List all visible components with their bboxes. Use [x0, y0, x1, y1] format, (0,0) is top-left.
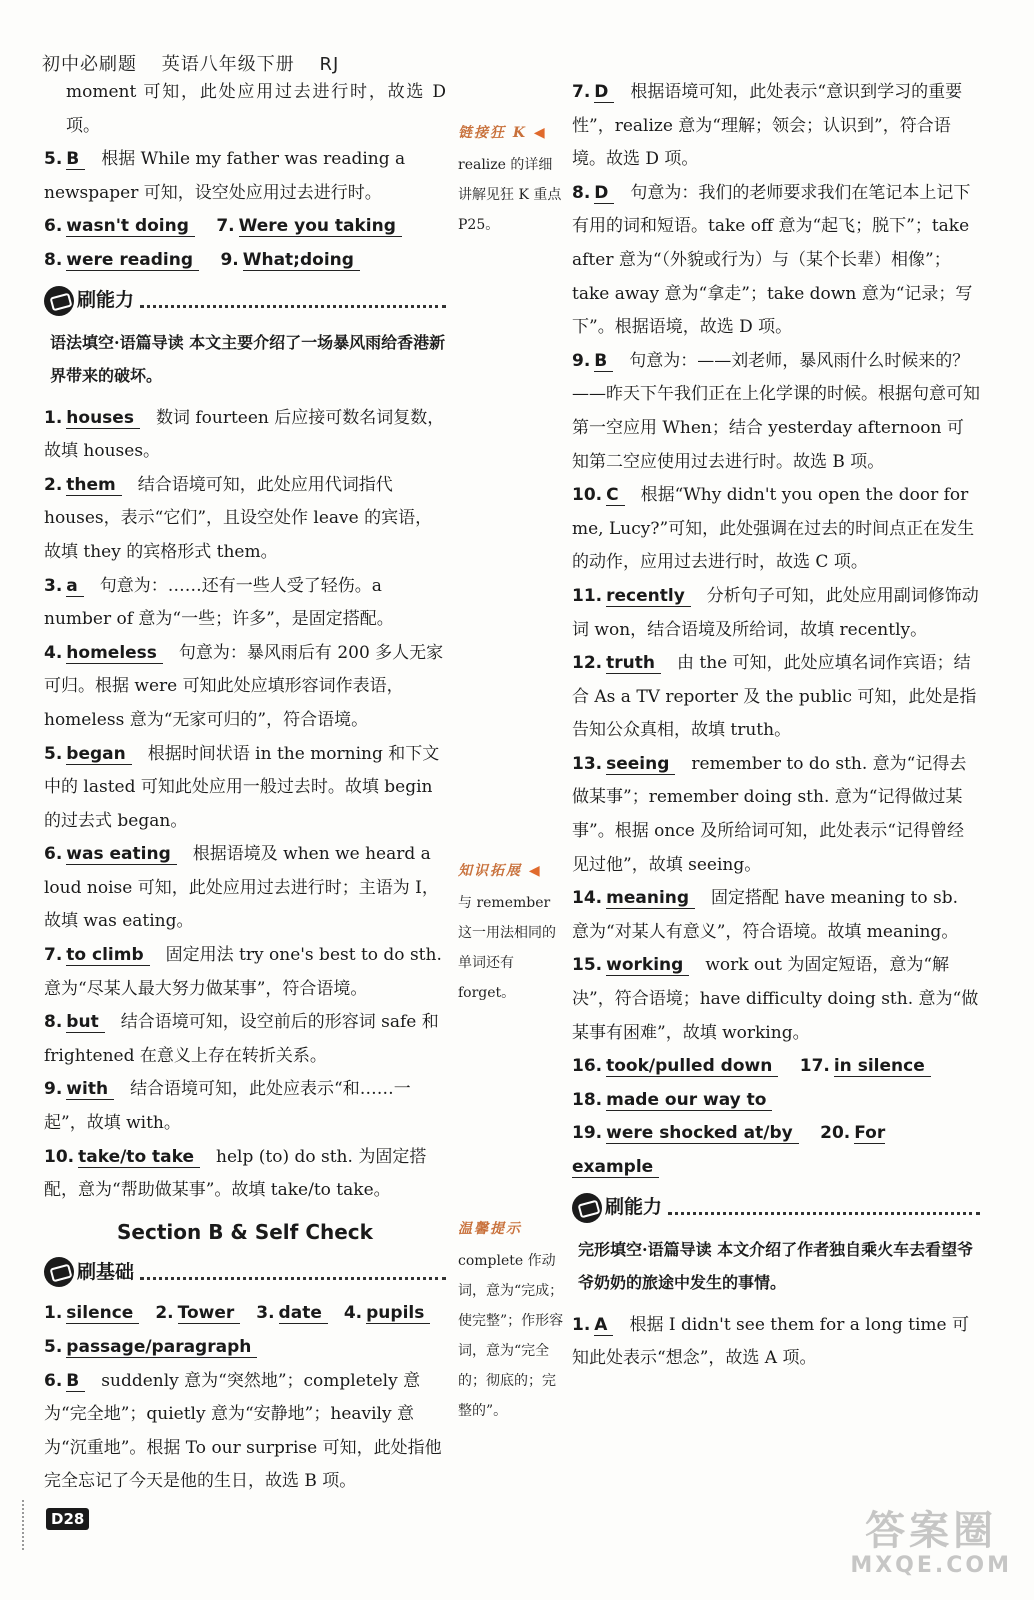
answer-item — [572, 647, 980, 748]
item-number: 7. — [44, 945, 63, 966]
item-answer: Tower — [178, 1303, 241, 1324]
item-answer: meaning — [606, 888, 695, 909]
item-answer: homeless — [66, 643, 163, 664]
item-number: 8. — [44, 1012, 63, 1033]
item-number: 10. — [44, 1146, 75, 1167]
answer-item — [572, 580, 980, 647]
item-number: 18. — [572, 1089, 603, 1110]
item-explanation: 数词 fourteen 后应接可数名词复数，故填 houses。 — [44, 407, 445, 462]
item-answer: with — [66, 1079, 114, 1100]
banner-badge — [44, 1256, 134, 1290]
watermark-url: MXQE.COM — [850, 1553, 1012, 1578]
item-answer: seeing — [606, 754, 675, 775]
answer-item — [572, 76, 980, 177]
item-explanation: suddenly 意为“突然地”；completely 意为“完全地”；quietly 意为“安静地”；heavily 意为“沉重地”。根据 To our surprise 可知，此处指他完全忘记了今天是他的生日，故选 B 项。 — [44, 1370, 442, 1492]
side-note-link — [458, 118, 566, 240]
dotted-divider — [140, 293, 446, 308]
note-text: 与 remember 这一用法相同的单词还有 forget。 — [458, 895, 556, 1001]
item-explanation: remember to do sth. 意为“记得去做某事”；remember doing sth. 意为“记得做过某事”。根据 once 及所给词可知，此处表示“记得曾经见过他”，故填 seeing。 — [572, 753, 967, 875]
dotted-divider — [140, 1265, 446, 1280]
answer-item — [44, 939, 446, 1006]
right-answer-list — [572, 76, 980, 1050]
watermark-text: 答案圈 — [865, 1508, 998, 1554]
item-answer: wasn't doing — [66, 216, 195, 237]
guide-text: 本文介绍了作者独自乘火车去看望爷爷奶奶的旅途中发生的事情。 — [578, 1239, 974, 1292]
item-answer: made our way to — [606, 1090, 772, 1111]
reading-guide — [578, 1233, 980, 1299]
item-answer: What;doing — [243, 250, 360, 271]
answer-row — [44, 1297, 446, 1331]
side-note-extension — [458, 856, 566, 1008]
answer-item — [572, 949, 980, 1050]
item-number: 20. — [820, 1123, 851, 1144]
item-number: 6. — [44, 844, 63, 865]
answer-item — [572, 1309, 980, 1376]
item-number: 6. — [44, 216, 63, 237]
answer-item — [572, 882, 980, 949]
answer-item — [44, 1141, 446, 1208]
note-tag-label: 链接狂 K — [458, 125, 528, 141]
note-tag — [458, 856, 566, 886]
answer-item — [44, 738, 446, 839]
note-tag: 温馨提示 — [458, 1221, 522, 1237]
item-number: 5. — [44, 743, 63, 764]
item-answer: Were you taking — [239, 216, 402, 237]
answer-row — [572, 1084, 980, 1118]
answer-row — [572, 1050, 980, 1084]
banner-label: 刷基础 — [77, 1260, 135, 1283]
answer-item — [44, 1073, 446, 1140]
arrow-right-icon: ◀ — [528, 863, 542, 879]
item-explanation: 根据 I didn't see them for a long time 可知此处表示“想念”，故选 A 项。 — [572, 1314, 970, 1369]
item-number: 3. — [256, 1303, 275, 1324]
note-text: complete 作动词，意为“完成；使完整”；作形容词，意为“完全的；彻底的；完整的”。 — [458, 1253, 564, 1419]
corner-mark — [22, 1500, 44, 1550]
item-explanation: 结合语境可知，此处应表示“和……一起”，故填 with。 — [44, 1079, 411, 1134]
item-answer: For example — [572, 1123, 886, 1177]
item-number: 8. — [44, 249, 63, 270]
note-tag-label: 知识拓展 — [458, 863, 522, 879]
item-answer: truth — [606, 653, 661, 674]
book-edition: RJ — [319, 54, 340, 75]
answer-item — [44, 402, 446, 469]
section-title: Section B & Self Check — [117, 1219, 373, 1244]
answer-item — [572, 479, 980, 580]
item-answer: them — [66, 475, 121, 496]
arrow-left-icon: ◀ — [533, 125, 547, 141]
item-answer: pupils — [366, 1303, 430, 1324]
answer-item — [44, 1365, 446, 1499]
answer-item — [572, 345, 980, 479]
item-answer: took/pulled down — [606, 1056, 778, 1077]
answer-item — [44, 1006, 446, 1073]
item-number: 13. — [572, 753, 603, 774]
item-answer: D — [594, 82, 614, 103]
page-header — [42, 50, 357, 76]
item-answer: were reading — [66, 250, 199, 271]
item-number: 9. — [572, 350, 591, 371]
item-answer: take/to take — [78, 1147, 200, 1168]
watermark — [850, 1509, 1012, 1578]
item-number: 7. — [216, 216, 235, 237]
item-number: 10. — [572, 485, 603, 506]
item-explanation: 句意为：……还有一些人受了轻伤。a number of 意为“一些；许多”，是固定搭配。 — [44, 575, 394, 630]
section-banner-basics — [44, 1255, 446, 1289]
item-answer: B — [66, 149, 85, 170]
banner-badge — [44, 284, 134, 318]
guide-text: 本文主要介绍了一场暴风雨给香港新界带来的破坏。 — [50, 332, 446, 385]
note-text: realize 的详细讲解见狂 K 重点 P25。 — [458, 157, 562, 233]
item-number: 3. — [44, 575, 63, 596]
item-answer: a — [66, 576, 83, 597]
item-answer: recently — [606, 586, 691, 607]
item-answer: was eating — [66, 844, 176, 865]
page-number: D28 — [46, 1508, 89, 1530]
left-answer-list — [44, 402, 446, 1208]
guide-label: 完形填空·语篇导读 — [578, 1239, 712, 1259]
item-answer: C — [606, 485, 624, 506]
item-answer: passage/paragraph — [66, 1337, 257, 1358]
item-number: 19. — [572, 1123, 603, 1144]
item-explanation: 固定用法 try one's best to do sth. 意为“尽某人最大努力做某事”，符合语境。 — [44, 945, 442, 999]
item-answer: in silence — [834, 1056, 931, 1077]
item-number: 1. — [44, 1303, 63, 1324]
item-explanation: 结合语境可知，此处应用代词指代 houses，表示“它们”，且设空处作 leave 的宾语，故填 they 的宾格形式 them。 — [44, 474, 433, 562]
item-explanation: 结合语境可知，设空前后的形容词 safe 和 frightened 在意义上存在转折关系。 — [44, 1012, 439, 1066]
item-answer: B — [66, 1371, 85, 1392]
item-answer: D — [594, 183, 614, 204]
item-explanation: 句意为：——刘老师，暴风雨什么时候来的？——昨天下午我们正在上化学课的时候。根据句意可知第一空应用 When；结合 yesterday afternoon 可知第二空应使用过去进行时。故选 B 项。 — [572, 350, 980, 472]
item-number: 17. — [799, 1056, 830, 1077]
item-number: 4. — [44, 642, 63, 663]
item-answer: date — [279, 1303, 328, 1324]
item-explanation: help (to) do sth. 为固定搭配，意为“帮助做某事”。故填 take/to take。 — [44, 1146, 427, 1201]
item-explanation: 句意为：我们的老师要求我们在笔记本上记下有用的词和短语。take off 意为“起飞；脱下”；take after 意为“（外貌或行为）与（某个长辈）相像”；take away 意为“拿走”；take down 意为“记录；写下”。根据语境，故选 D 项。 — [572, 182, 973, 338]
section-banner-ability — [44, 284, 446, 318]
item-number: 5. — [44, 149, 63, 170]
dotted-divider — [668, 1200, 980, 1215]
item-number: 2. — [155, 1303, 174, 1324]
item-explanation: 根据“Why didn't you open the door for me, Lucy?”可知，此处强调在过去的时间点正在发生的动作，应用过去进行时，故选 C 项。 — [572, 485, 975, 573]
item-answer: were shocked at/by — [606, 1123, 799, 1144]
notebook-icon — [572, 1193, 602, 1223]
answer-row — [44, 244, 446, 278]
item-number: 16. — [572, 1056, 603, 1077]
notebook-icon — [44, 1257, 74, 1287]
item-explanation: 根据语境及 when we heard a loud noise 可知，此处应用过去进行时；主语为 I，故填 was eating。 — [44, 844, 439, 932]
item-number: 6. — [44, 1370, 63, 1391]
left-column — [44, 76, 446, 1499]
item-answer: houses — [66, 408, 140, 429]
item-number: 2. — [44, 474, 63, 495]
continued-text: moment 可知，此处应用过去进行时，故选 D 项。 — [66, 82, 446, 136]
item-explanation: 根据语境可知，此处表示“意识到学习的重要性”，realize 意为“理解；领会；认识到”，符合语境。故选 D 项。 — [572, 82, 963, 170]
notebook-icon — [44, 286, 74, 316]
item-number: 15. — [572, 955, 603, 976]
item-number: 12. — [572, 653, 603, 674]
book-title: 初中必刷题 — [42, 54, 137, 75]
item-answer: to climb — [66, 945, 149, 966]
answer-item — [44, 143, 446, 210]
section-banner-ability — [572, 1191, 980, 1225]
answer-item — [44, 838, 446, 939]
answer-row — [44, 1331, 446, 1365]
note-tag — [458, 118, 566, 148]
item-explanation: 根据时间状语 in the morning 和下文中的 lasted 可知此处应用一般过去时。故填 begin 的过去式 began。 — [44, 743, 440, 831]
banner-label: 刷能力 — [77, 288, 135, 311]
item-number: 1. — [572, 1314, 591, 1335]
banner-label: 刷能力 — [605, 1195, 663, 1218]
answer-item — [44, 570, 446, 637]
answer-item — [572, 177, 980, 345]
reading-guide — [50, 326, 446, 392]
item-answer: B — [594, 351, 613, 372]
right-column — [572, 76, 980, 1376]
item-explanation: 固定搭配 have meaning to sb. 意为“对某人有意义”，符合语境。故填 meaning。 — [572, 888, 959, 942]
item-explanation: 分析句子可知，此处应用副词修饰动词 won，结合语境及所给词，故填 recently。 — [572, 585, 979, 640]
item-answer: A — [594, 1315, 613, 1336]
guide-label: 语法填空·语篇导读 — [50, 332, 184, 352]
item-answer: began — [66, 744, 131, 765]
item-explanation: work out 为固定短语，意为“解决”，符合语境；have difficulty doing sth. 意为“做某事有困难”，故填 working。 — [572, 955, 979, 1043]
banner-badge — [572, 1191, 662, 1225]
item-explanation: 根据 While my father was reading a newspaper 可知，设空处应用过去进行时。 — [44, 149, 406, 203]
item-number: 9. — [44, 1079, 63, 1100]
item-number: 5. — [44, 1337, 63, 1357]
item-number: 14. — [572, 888, 603, 909]
item-number: 4. — [343, 1303, 363, 1324]
item-number: 8. — [572, 182, 591, 203]
answer-row — [572, 1117, 980, 1184]
item-explanation: 由 the 可知，此处应填名词作宾语；结合 As a TV reporter 及 the public 可知，此处是指告知公众真相，故填 truth。 — [572, 653, 977, 741]
answer-item — [572, 748, 980, 882]
answer-item — [44, 469, 446, 570]
item-number: 11. — [572, 585, 603, 606]
item-number: 9. — [220, 249, 239, 270]
item-number: 1. — [44, 407, 63, 428]
item-answer: silence — [66, 1303, 139, 1324]
answer-item — [44, 637, 446, 738]
item-number: 7. — [572, 82, 591, 102]
side-note-tip — [458, 1214, 566, 1426]
item-explanation: 句意为：暴风雨后有 200 多人无家可归。根据 were 可知此处应填形容词作表语，homeless 意为“无家可归的”，符合语境。 — [44, 642, 444, 730]
book-subject: 英语八年级下册 — [161, 54, 295, 75]
item-answer: but — [66, 1012, 104, 1033]
item-answer: working — [606, 955, 689, 976]
answer-row — [44, 210, 446, 244]
